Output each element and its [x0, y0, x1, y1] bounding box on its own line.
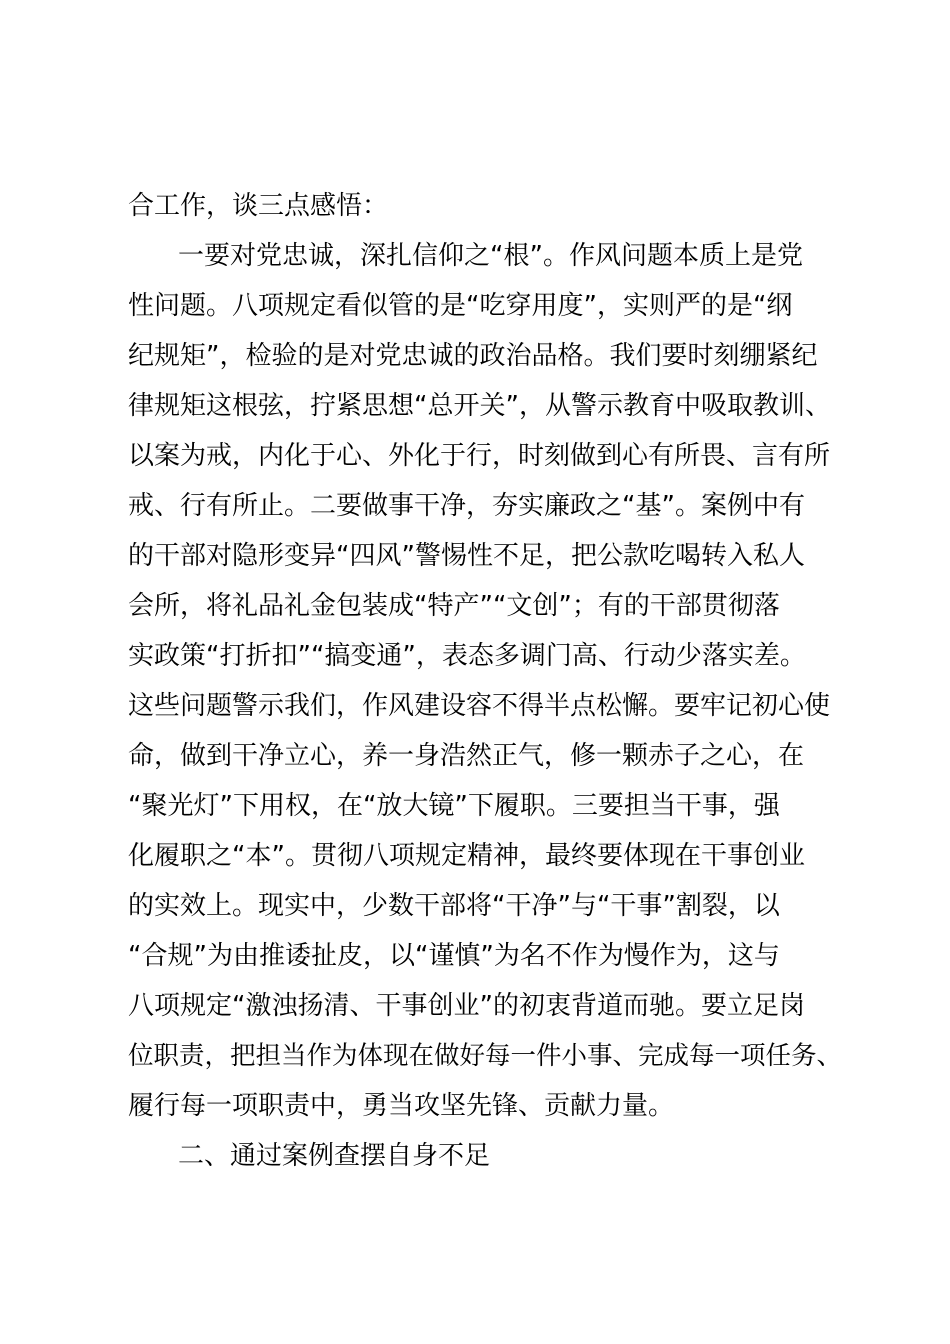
text-line: “聚光灯”下用权，在“放大镜”下履职。三要担当干事，强 — [128, 791, 780, 821]
text-line: 八项规定“激浊扬清、干事创业”的初衷背道而驰。要立足岗 — [128, 991, 805, 1021]
text-line: 履行每一项职责中，勇当攻坚先锋、贡献力量。 — [128, 1091, 675, 1121]
text-line: 律规矩这根弦，拧紧思想“总开关”，从警示教育中吸取教训、 — [128, 391, 831, 421]
text-line: 位职责，把担当作为体现在做好每一件小事、完成每一项任务、 — [128, 1041, 843, 1071]
text-line: 的实效上。现实中，少数干部将“干净”与“干事”割裂，以 — [128, 891, 780, 921]
text-line: 这些问题警示我们，作风建设容不得半点松懈。要牢记初心使 — [128, 691, 831, 721]
text-line: 会所，将礼品礼金包装成“特产”“文创”；有的干部贯彻落 — [128, 591, 780, 621]
text-line: 纪规矩”，检验的是对党忠诚的政治品格。我们要时刻绷紧纪 — [128, 341, 818, 371]
text-line: 命，做到干净立心，养一身浩然正气，修一颗赤子之心，在 — [128, 741, 805, 771]
text-line: 性问题。八项规定看似管的是“吃穿用度”，实则严的是“纲 — [128, 291, 793, 321]
text-line: 合工作，谈三点感悟： — [128, 191, 389, 221]
text-line: 戒、行有所止。二要做事干净，夯实廉政之“基”。案例中有 — [128, 491, 805, 521]
text-line: 一要对党忠诚，深扎信仰之“根”。作风问题本质上是党 — [178, 241, 803, 271]
section-heading: 二、通过案例查摆自身不足 — [178, 1141, 491, 1171]
text-line: 化履职之“本”。贯彻八项规定精神，最终要体现在干事创业 — [128, 841, 805, 871]
text-line: “合规”为由推诿扯皮，以“谨慎”为名不作为慢作为，这与 — [128, 941, 780, 971]
text-line: 的干部对隐形变异“四风”警惕性不足，把公款吃喝转入私人 — [128, 541, 805, 571]
text-line: 以案为戒，内化于心、外化于行，时刻做到心有所畏、言有所 — [128, 441, 831, 471]
text-line: 实政策“打折扣”“搞变通”，表态多调门高、行动少落实差。 — [128, 641, 806, 671]
